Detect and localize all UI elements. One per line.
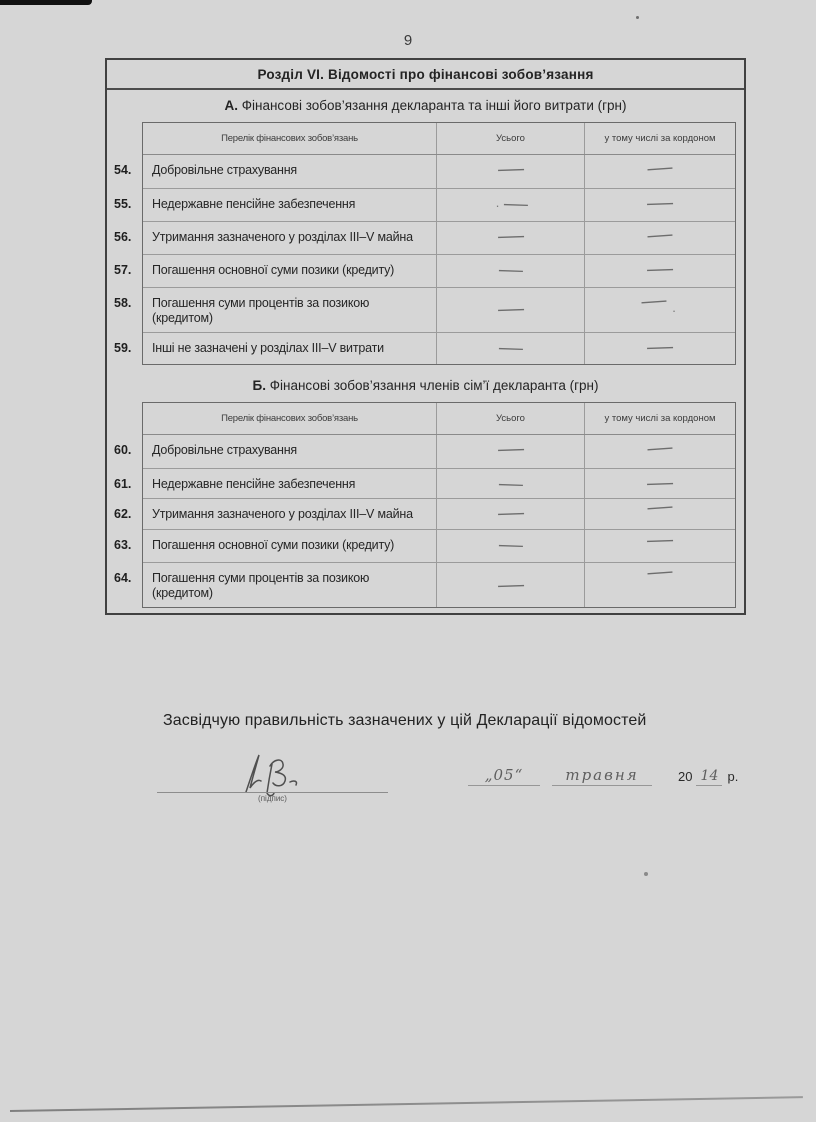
declarant-obligations-table [114,122,736,365]
date-year: 14 [696,768,722,786]
row-number: 60. [114,443,132,457]
dash-mark: — [646,191,674,215]
table-header-row [143,403,735,435]
dash-mark: — [497,157,524,181]
column-header-total: Усього [436,123,584,154]
scan-speck [644,872,648,876]
dash-mark: — [497,573,524,597]
date-block [468,766,738,786]
dash-mark: — [646,257,674,281]
signature-label: (підпис) [258,794,287,803]
page-number: 9 [403,32,413,49]
attestation-statement: Засвідчую правильність зазначених у цій Декларації відомостей [163,712,647,729]
row-label: Недержавне пенсійне забезпечення [152,197,356,211]
row-label: Добровільне страхування [152,443,297,457]
dash-mark: — [498,533,523,557]
dash-mark: — [497,437,524,461]
dash-mark: — [497,501,524,525]
section-b-heading [107,378,744,397]
row-number: 55. [114,197,132,211]
table-row [114,255,735,288]
table-row [114,189,735,222]
row-number: 54. [114,163,132,177]
date-month: травня [552,766,652,786]
dash-mark: — [646,436,674,460]
row-number: 59. [114,341,132,355]
row-number: 62. [114,507,132,521]
dash-mark: — [646,528,674,552]
row-number: 56. [114,230,132,244]
section-a-heading [107,98,744,117]
row-label: Погашення основної суми позики (кредиту) [152,538,395,552]
scan-speck [636,16,639,19]
form-title: Розділ VI. Відомості про фінансові зобов’язання [107,60,744,90]
table-row [114,155,735,189]
row-label: Погашення суми процентів за позикою (кредитом) [152,296,370,325]
dash-mark: · — [503,192,529,216]
dash-mark: — [646,335,674,359]
form-frame [105,58,746,615]
dash-mark: — [646,495,674,519]
column-header-abroad: у тому числі за кордоном [584,123,735,154]
date-year-prefix: 20 [678,769,693,784]
row-number: 63. [114,538,132,552]
family-obligations-table [114,402,736,608]
table-row [114,495,735,530]
table-row [114,560,735,607]
row-label: Утримання зазначеного у розділах III–V майна [152,507,413,521]
date-suffix: р. [727,769,739,784]
section-a-letter: А. [224,98,238,113]
section-a-text: Фінансові зобов’язання декларанта та інші його витрати (грн) [237,98,627,113]
row-label: Утримання зазначеного у розділах III–V майна [152,230,413,244]
scan-artifact-page-edge [10,1096,803,1112]
table-row [114,528,735,563]
dash-mark: — [497,224,524,248]
row-number: 57. [114,263,132,277]
column-header-total: Усього [436,403,584,434]
dash-mark: — [646,560,674,584]
dash-mark: — [498,258,523,282]
scan-artifact-top-bar [0,0,92,5]
table-row [114,469,735,499]
column-header-list: Перелік фінансових зобов’язань [221,413,358,424]
section-b-text: Фінансові зобов’язання членів сім’ї декларанта (грн) [265,378,599,393]
dash-mark: — [646,156,674,180]
table-row [114,333,735,364]
dash-mark: — [640,289,667,313]
row-label: Погашення основної суми позики (кредиту) [152,263,395,277]
table-row [114,288,735,333]
row-label: Погашення суми процентів за позикою (кредитом) [152,571,370,600]
dash-mark: — [498,472,523,496]
dash-mark: — [497,297,524,321]
row-number: 64. [114,571,132,585]
table-row [114,222,735,255]
dash-mark: — [646,471,674,495]
column-header-abroad: у тому числі за кордоном [584,403,735,434]
row-label: Добровільне страхування [152,163,297,177]
table-row [114,435,735,469]
date-day: „05“ [468,766,540,786]
dash-mark: — [646,223,674,247]
signature-line [157,792,388,793]
table-header-row [143,123,735,155]
row-number: 61. [114,477,132,491]
row-label: Інші не зазначені у розділах III–V витрати [152,341,384,355]
section-b-letter: Б. [252,378,266,393]
column-header-list: Перелік фінансових зобов’язань [221,133,358,144]
row-label: Недержавне пенсійне забезпечення [152,477,356,491]
row-number: 58. [114,296,132,310]
dash-mark: — [498,336,523,360]
